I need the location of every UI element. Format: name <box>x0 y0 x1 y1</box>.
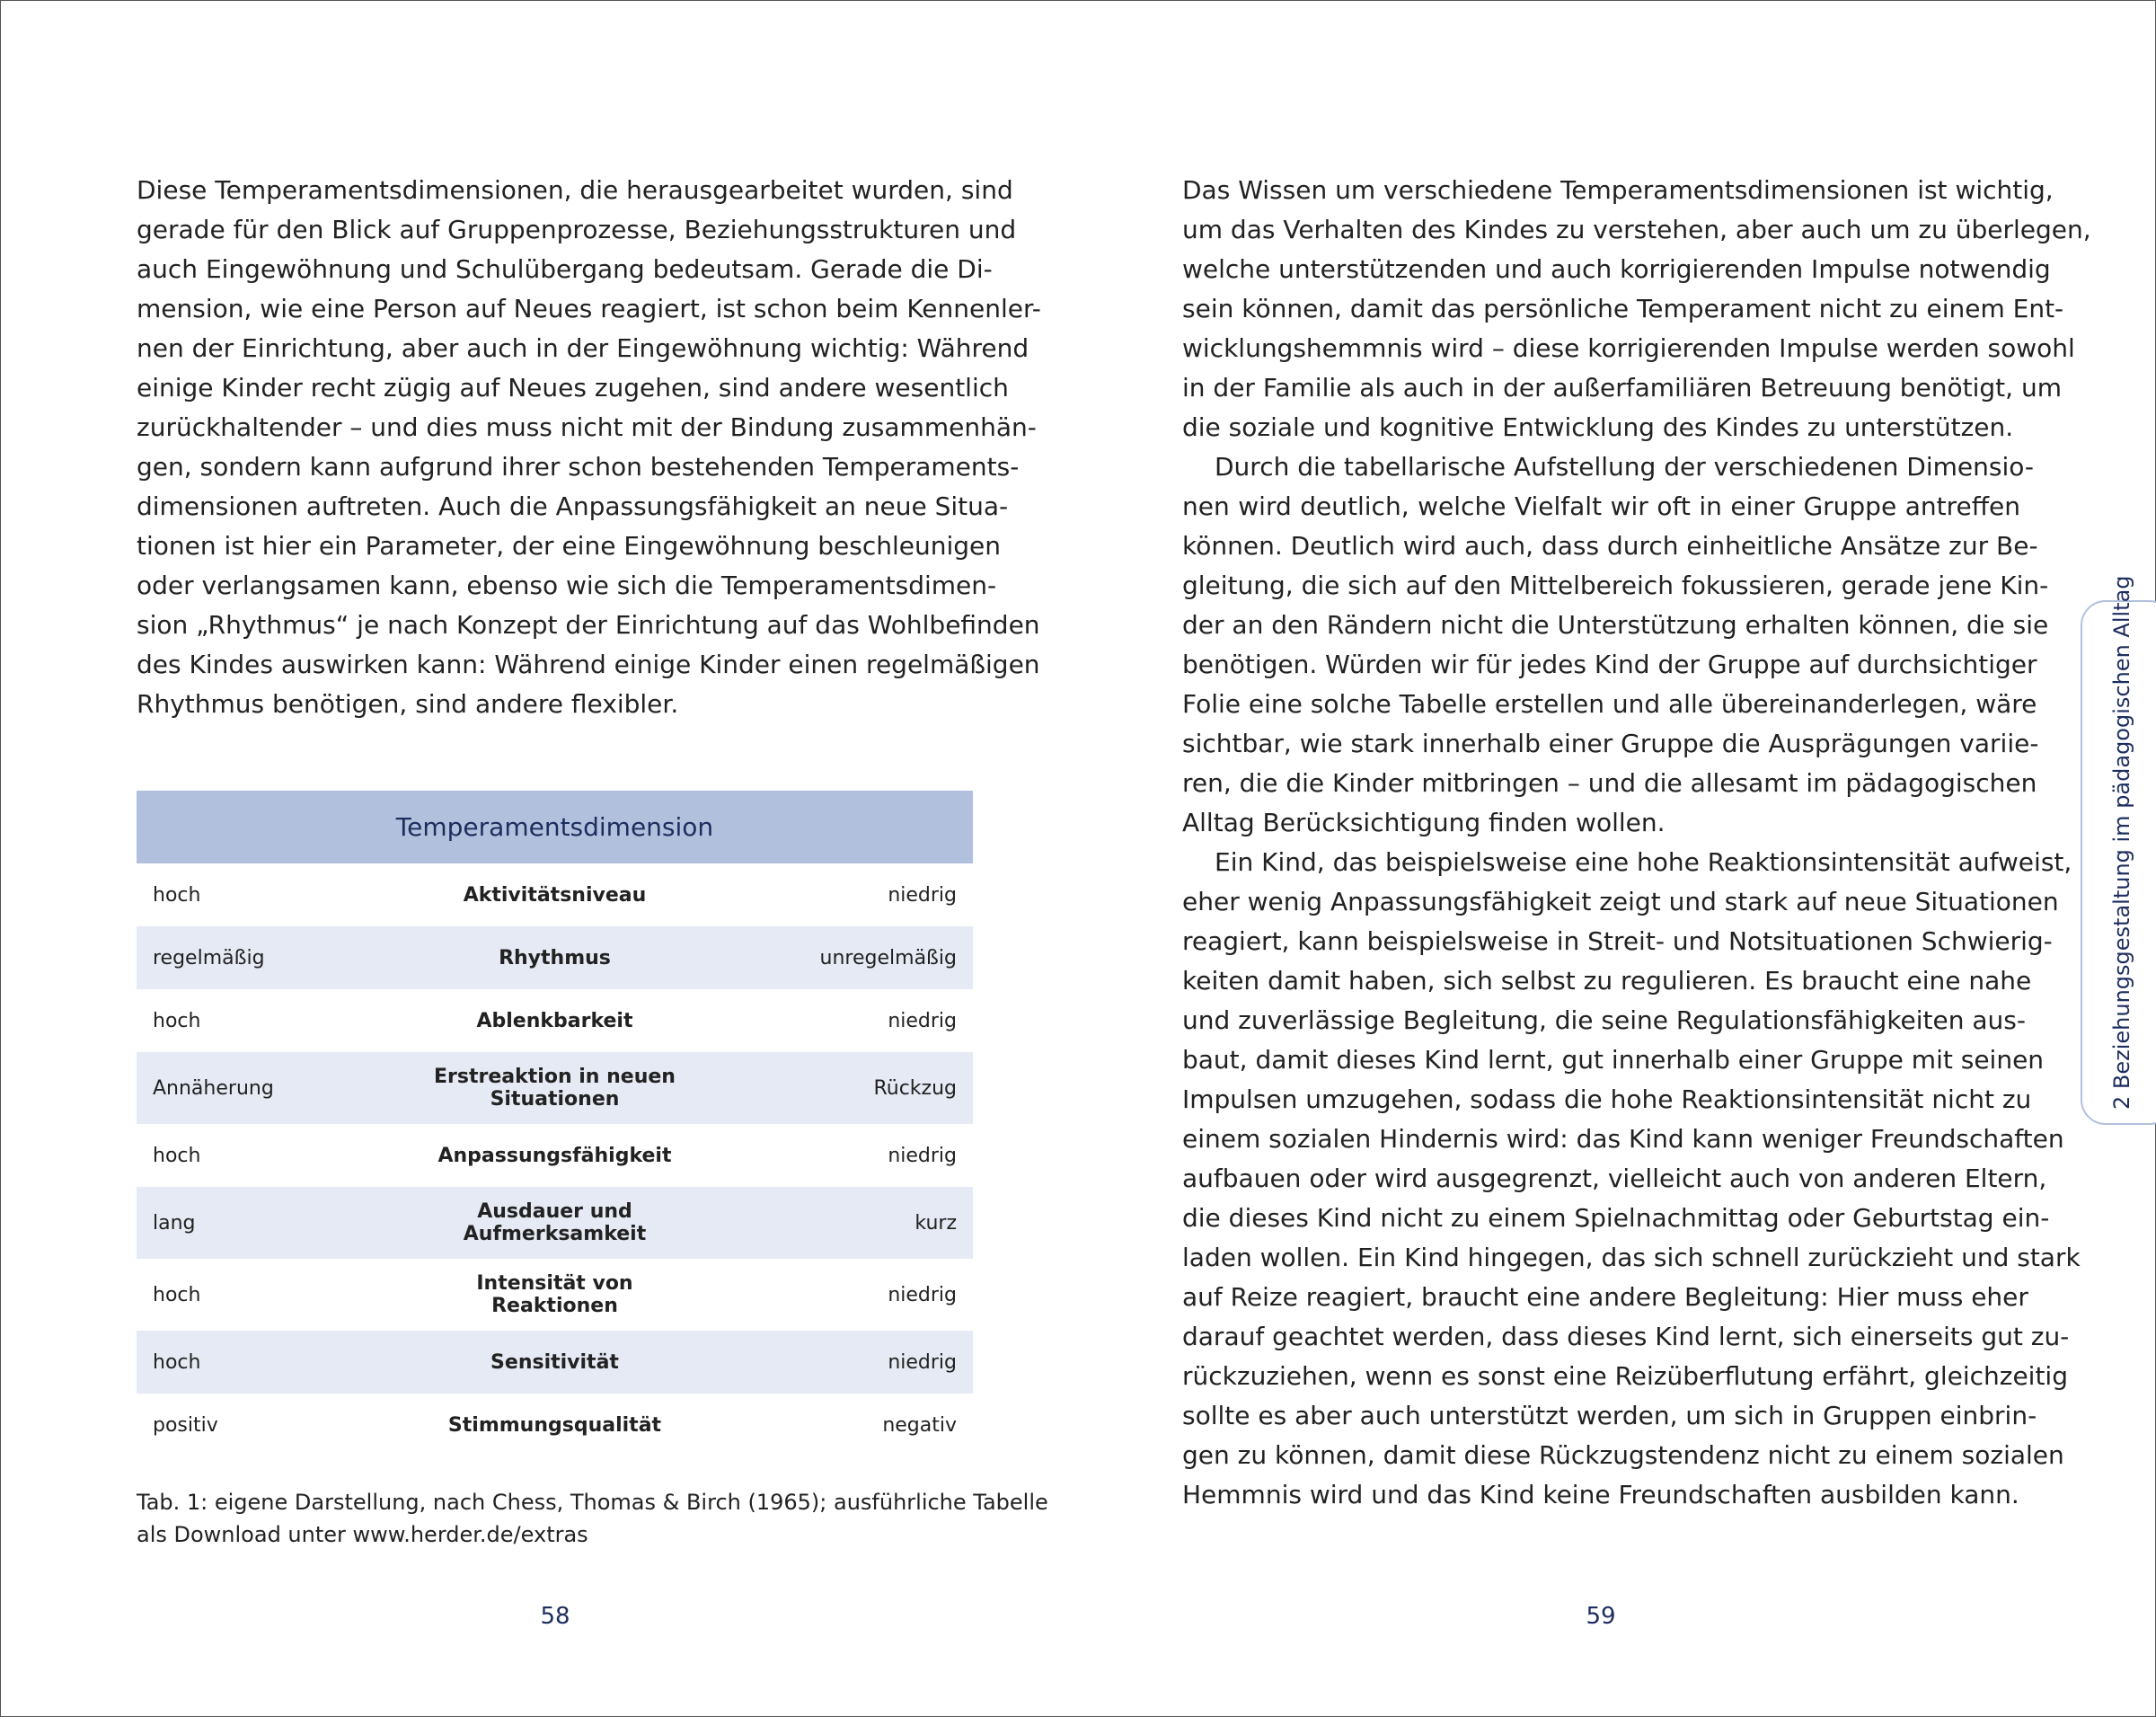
table-row <box>137 863 973 926</box>
row-high-end: niedrig <box>888 883 957 907</box>
row-high-end: negativ <box>882 1413 957 1437</box>
text-line: aufbauen oder wird ausgegrenzt, vielleicht auch von anderen Eltern, <box>1182 1164 2047 1193</box>
text-line: gerade für den Blick auf Gruppenprozesse, Beziehungsstrukturen und <box>137 215 1017 244</box>
temperament-table <box>137 791 973 1456</box>
text-line: gleitung, die sich auf den Mittelbereich fokussieren, gerade jene Kin- <box>1182 571 2049 600</box>
text-line: dimensionen auftreten. Auch die Anpassungsfähigkeit an neue Situa- <box>137 491 1009 521</box>
caption-line: Tab. 1: eigene Darstellung, nach Chess, Thomas & Birch (1965); ausführliche Tabelle <box>137 1490 1048 1515</box>
text-line: gen zu können, damit diese Rückzugstendenz nicht zu einem sozialen <box>1182 1440 2064 1470</box>
text-line: darauf geachtet werden, dass dieses Kind lernt, sich einerseits gut zu- <box>1182 1322 2070 1351</box>
caption-line: als Download unter www.herder.de/extras <box>137 1522 588 1547</box>
row-dimension: Anpassungsfähigkeit <box>437 1144 672 1167</box>
text-line: sion „Rhythmus“ je nach Konzept der Einrichtung auf das Wohlbefinden <box>137 610 1040 640</box>
text-line: wicklungshemmnis wird – diese korrigierenden Impulse werden sowohl <box>1182 333 2075 363</box>
text-line: Alltag Berücksichtigung finden wollen. <box>1182 808 1666 837</box>
table-header: Temperamentsdimension <box>137 791 973 863</box>
row-low-end: lang <box>137 1187 396 1259</box>
row-low-end: hoch <box>153 1144 201 1167</box>
row-high-end: unregelmäßig <box>713 926 973 989</box>
text-line: auch Eingewöhnung und Schulübergang bedeutsam. Gerade die Di- <box>137 254 993 284</box>
row-low-end: Annäherung <box>137 1052 396 1124</box>
text-line: der an den Rändern nicht die Unterstützung erhalten können, die sie <box>1182 610 2049 640</box>
text-line: benötigen. Würden wir für jedes Kind der Gruppe auf durchsichtiger <box>1182 650 2037 679</box>
table-caption <box>137 1486 1048 1551</box>
text-line: des Kindes auswirken kann: Während einige Kinder einen regelmäßigen <box>137 650 1040 679</box>
row-low-end: regelmäßig <box>137 926 396 989</box>
table-row <box>137 1052 973 1124</box>
row-dimension: Stimmungsqualität <box>447 1413 662 1437</box>
text-line: einem sozialen Hindernis wird: das Kind kann weniger Freundschaften <box>1182 1124 2064 1154</box>
left-paragraph <box>137 171 1041 724</box>
text-line: Durch die tabellarische Aufstellung der verschiedenen Dimensio- <box>1215 452 2034 482</box>
text-line: laden wollen. Ein Kind hingegen, das sich schnell zurückzieht und stark <box>1182 1243 2081 1272</box>
text-line: Folie eine solche Tabelle erstellen und alle übereinanderlegen, wäre <box>1182 689 2037 719</box>
right-paragraph-3 <box>1182 843 2081 1515</box>
chapter-tab-label: 2 Beziehungsgestaltung im pädagogischen Alltag <box>2109 575 2134 1110</box>
text-line: können. Deutlich wird auch, dass durch einheitliche Ansätze zur Be- <box>1182 531 2038 561</box>
text-line: Hemmnis wird und das Kind keine Freundschaften ausbilden kann. <box>1182 1480 2019 1509</box>
text-line: einige Kinder recht zügig auf Neues zugehen, sind andere wesentlich <box>137 373 1009 403</box>
text-line: nen der Einrichtung, aber auch in der Eingewöhnung wichtig: Während <box>137 333 1029 363</box>
table-row <box>137 1124 973 1187</box>
page-number-left: 58 <box>540 1603 570 1630</box>
text-line: die dieses Kind nicht zu einem Spielnachmittag oder Geburtstag ein- <box>1182 1203 2050 1233</box>
row-high-end: niedrig <box>888 1144 957 1167</box>
text-line: zurückhaltender – und dies muss nicht mit der Bindung zusammenhän- <box>137 412 1037 442</box>
row-high-end: Rückzug <box>713 1052 973 1124</box>
text-line: Impulsen umzugehen, sodass die hohe Reaktionsintensität nicht zu <box>1182 1084 2032 1114</box>
row-high-end: niedrig <box>888 1009 957 1032</box>
text-line: Rhythmus benötigen, sind andere flexibler. <box>137 689 679 719</box>
page-number-right: 59 <box>1586 1603 1616 1630</box>
text-line: tionen ist hier ein Parameter, der eine Eingewöhnung beschleunigen <box>137 531 1001 561</box>
text-line: in der Familie als auch in der außerfamiliären Betreuung benötigt, um <box>1182 373 2062 403</box>
text-line: Diese Temperamentsdimensionen, die herausgearbeitet wurden, sind <box>137 175 1013 205</box>
text-line: mension, wie eine Person auf Neues reagiert, ist schon beim Kennenler- <box>137 294 1041 323</box>
text-line: rückzuziehen, wenn es sonst eine Reizüberflutung erfährt, gleichzeitig <box>1182 1361 2068 1391</box>
row-low-end: hoch <box>153 883 201 907</box>
text-line: sein können, damit das persönliche Temperament nicht zu einem Ent- <box>1182 294 2064 323</box>
text-line: auf Reize reagiert, braucht eine andere Begleitung: Hier muss eher <box>1182 1282 2028 1312</box>
text-line: um das Verhalten des Kindes zu verstehen, aber auch um zu überlegen, <box>1182 215 2091 244</box>
row-dimension: Sensitivität <box>396 1331 712 1394</box>
row-high-end: niedrig <box>888 1283 957 1306</box>
table-row <box>137 1331 973 1394</box>
text-line: baut, damit dieses Kind lernt, gut innerhalb einer Gruppe mit seinen <box>1182 1045 2045 1075</box>
table-row <box>137 1187 973 1259</box>
text-line: Das Wissen um verschiedene Temperamentsdimensionen ist wichtig, <box>1182 175 2054 205</box>
row-dimension: Aktivitätsniveau <box>463 883 647 907</box>
table-row <box>137 1259 973 1331</box>
table-row <box>137 989 973 1052</box>
text-line: reagiert, kann beispielsweise in Streit- und Notsituationen Schwierig- <box>1182 926 2053 956</box>
row-dimension: Ablenkbarkeit <box>476 1009 633 1032</box>
text-line: ren, die die Kinder mitbringen – und die allesamt im pädagogischen <box>1182 768 2037 798</box>
row-dimension: Erstreaktion in neuen Situationen <box>396 1052 712 1124</box>
row-high-end: niedrig <box>713 1331 973 1394</box>
row-low-end: hoch <box>153 1009 201 1032</box>
row-low-end: positiv <box>153 1413 218 1437</box>
text-line: welche unterstützenden und auch korrigierenden Impulse notwendig <box>1182 254 2051 284</box>
right-paragraph-2 <box>1182 447 2049 843</box>
row-low-end: hoch <box>137 1331 396 1394</box>
text-line: sollte es aber auch unterstützt werden, um sich in Gruppen einbrin- <box>1182 1401 2037 1430</box>
text-line: sichtbar, wie stark innerhalb einer Gruppe die Ausprägungen variie- <box>1182 729 2039 758</box>
text-line: keiten damit haben, sich selbst zu regulieren. Es braucht eine nahe <box>1182 966 2032 996</box>
row-dimension: Ausdauer und Aufmerksamkeit <box>396 1187 712 1259</box>
text-line: eher wenig Anpassungsfähigkeit zeigt und stark auf neue Situationen <box>1182 887 2059 916</box>
row-high-end: kurz <box>713 1187 973 1259</box>
table-row <box>137 1394 973 1456</box>
text-line: oder verlangsamen kann, ebenso wie sich die Temperamentsdimen- <box>137 571 997 600</box>
text-line: nen wird deutlich, welche Vielfalt wir oft in einer Gruppe antreffen <box>1182 491 2020 521</box>
text-line: gen, sondern kann aufgrund ihrer schon bestehenden Temperaments- <box>137 452 1020 482</box>
row-low-end: hoch <box>153 1283 201 1306</box>
right-paragraph-1 <box>1182 171 2091 447</box>
table-row <box>137 926 973 989</box>
row-dimension: Intensität von Reaktionen <box>476 1272 633 1317</box>
text-line: Ein Kind, das beispielsweise eine hohe Reaktionsintensität aufweist, <box>1215 847 2072 877</box>
row-dimension: Rhythmus <box>396 926 712 989</box>
text-line: die soziale und kognitive Entwicklung des Kindes zu unterstützen. <box>1182 412 2014 442</box>
text-line: und zuverlässige Begleitung, die seine Regulationsfähigkeiten aus- <box>1182 1005 2026 1035</box>
